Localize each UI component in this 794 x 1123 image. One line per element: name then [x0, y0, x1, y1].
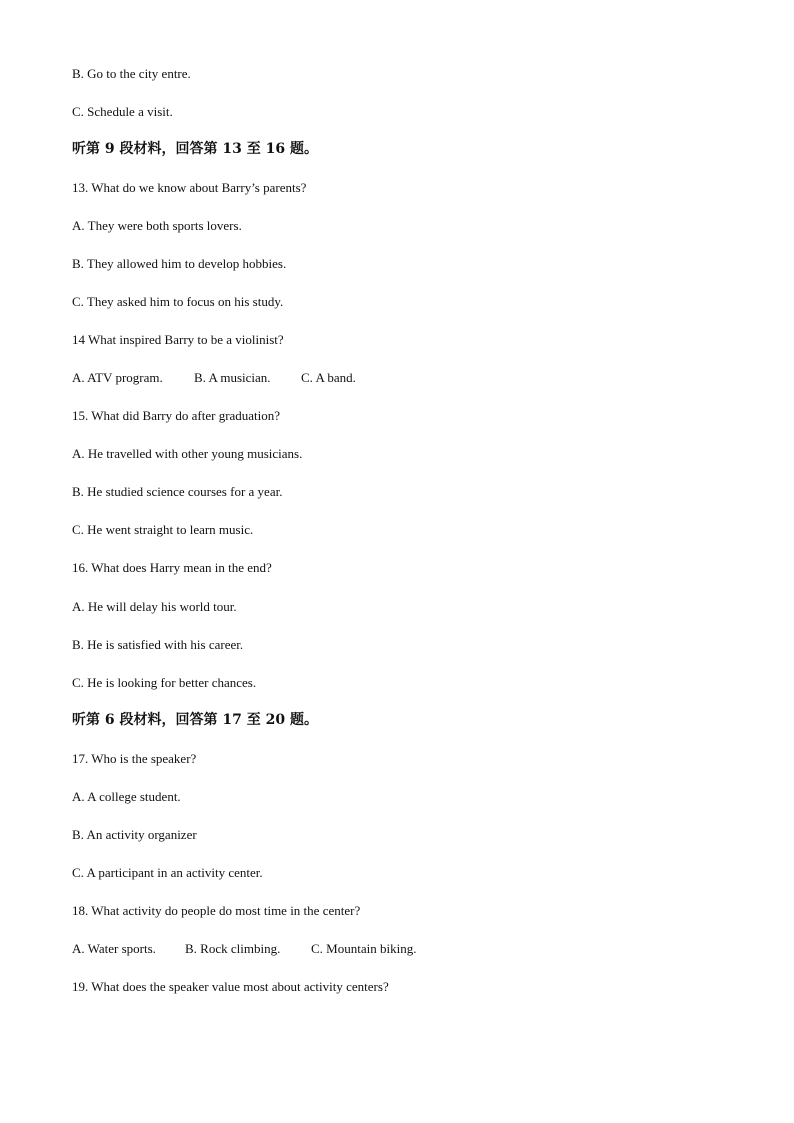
question-18-options — [72, 941, 416, 957]
question-17-option-c: C. A participant in an activity center. — [72, 865, 263, 880]
question-14-option-a: A. ATV program. — [72, 370, 163, 385]
question-15-option-b: B. He studied science courses for a year. — [72, 484, 283, 499]
question-14-options — [72, 370, 356, 386]
question-16-option-b: B. He is satisfied with his career. — [72, 637, 244, 652]
question-18: 18. What activity do people do most time in the center? — [72, 903, 361, 918]
question-13-option-c: C. They asked him to focus on his study. — [72, 294, 284, 309]
question-18-option-a: A. Water sports. — [72, 941, 156, 956]
question-16-option-c: C. He is looking for better chances. — [72, 675, 257, 690]
section-heading-9: 听第 9 段材料，回答第 13 至 16 题。 — [72, 141, 318, 157]
question-16: 16. What does Harry mean in the end? — [72, 560, 272, 575]
question-17-option-a: A. A college student. — [72, 789, 181, 804]
question-17-option-b: B. An activity organizer — [72, 827, 197, 842]
option-c-line: C. Schedule a visit. — [72, 104, 173, 119]
question-13-option-b: B. They allowed him to develop hobbies. — [72, 256, 287, 271]
question-15: 15. What did Barry do after graduation? — [72, 408, 281, 423]
question-19: 19. What does the speaker value most about activity centers? — [72, 979, 389, 994]
option-b-line: B. Go to the city entre. — [72, 66, 191, 81]
question-18-option-c: C. Mountain biking. — [311, 941, 417, 956]
question-15-option-a: A. He travelled with other young musicians. — [72, 446, 303, 461]
question-15-option-c: C. He went straight to learn music. — [72, 522, 254, 537]
question-18-option-b: B. Rock climbing. — [185, 941, 281, 956]
question-17: 17. Who is the speaker? — [72, 751, 197, 766]
question-14: 14 What inspired Barry to be a violinist? — [72, 332, 284, 347]
question-14-option-c: C. A band. — [301, 370, 356, 385]
section-heading-6: 听第 6 段材料，回答第 17 至 20 题。 — [72, 712, 318, 728]
question-16-option-a: A. He will delay his world tour. — [72, 599, 237, 614]
question-13-option-a: A. They were both sports lovers. — [72, 218, 242, 233]
question-14-option-b: B. A musician. — [194, 370, 271, 385]
question-13: 13. What do we know about Barry’s parents? — [72, 180, 307, 195]
